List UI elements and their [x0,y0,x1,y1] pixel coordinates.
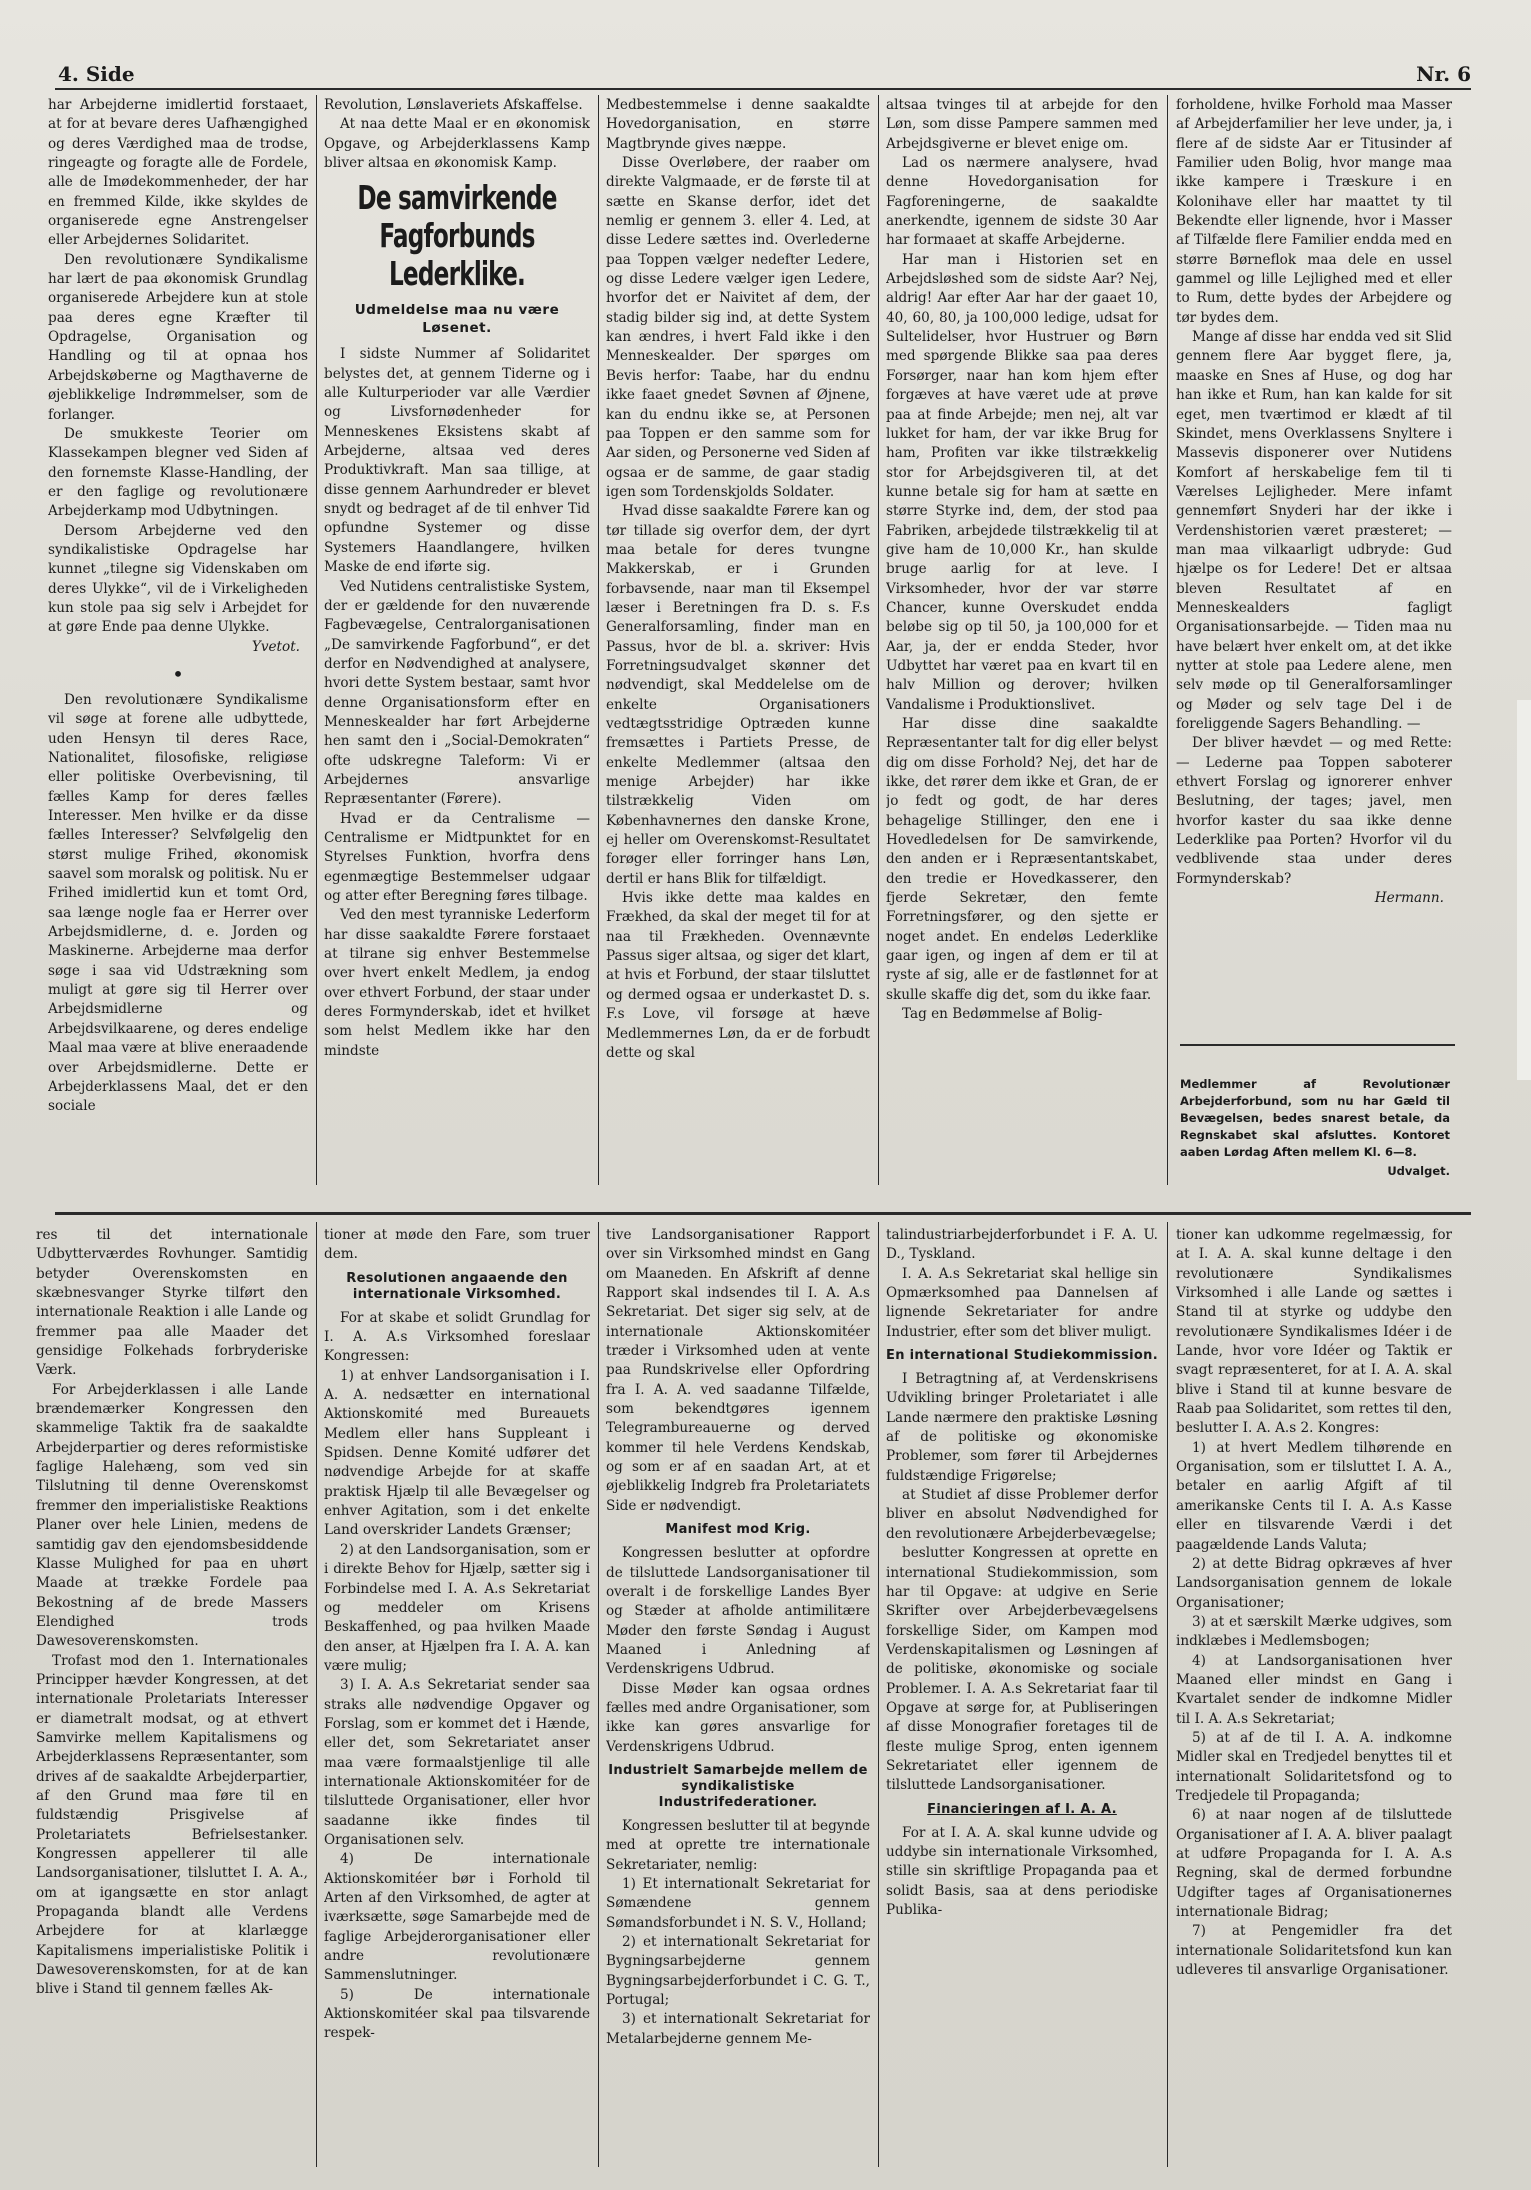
paragraph: Kongressen beslutter til at begynde med at oprette tre internationale Sekretariater, nemlig: [606,1817,870,1873]
section-heading: Industrielt Samarbejde mellem de syndikalistiske Industrifederationer. [608,1762,868,1810]
notice-rule [1180,1044,1455,1046]
column-rule [598,95,599,1185]
column-rule [316,95,317,1185]
paragraph: tioner at møde den Fare, som truer dem. [324,1227,590,1263]
paragraph: Disse Møder kan ogsaa ordnes fælles med andre Organisationer, som ikke kan gøres ansvarlige for Verdenskrigens Udbrud. [606,1680,870,1755]
paragraph: beslutter Kongressen at oprette en international Studiekommission, som har til Opgave: at udgive en Serie Skrifter over Arbejderbevægelsens forskellige Sider, om Kampen mod Verdenskapitalismen og Løsningen af de politiske, økonomiske og sociale Problemer. I. A. A.s Sekretariat faar til Opgave at sørge for, at Publiseringen af disse Monografier foretages til de fleste mulige Sprog, enten igennem Sekretariatet eller igennem de tilsluttede Landsorganisationer. [886,1545,1158,1794]
bottom-column-5 [1176,1226,1452,2176]
section-heading: Resolutionen angaaende den internationale Virksomhed. [346,1270,568,1302]
paragraph: Har disse dine saakaldte Repræsentanter talt for dig eller belyst dig om disse Forhold? Nej, det har de ikke, det rører dem ikke et Gran, de er jo fedt og godt, de har deres behagelige Stillinger, den ene i Hovedledelsen for De samvirkende, den anden er i Repræsentantskabet, den tredie er Hovedkasserer, den fjerde Sekretær, den femte Forretningsfører, og den sjette er noget andet. En endeløs Lederklike gaar igen, og ingen af dem er til at ryste af sig, alle er de fastlønnet for at skulle skaffe dig det, som du ikke faar. [886,716,1158,1003]
paragraph: 5) De internationale Aktionskomitéer skal paa tilsvarende respek- [324,1986,590,2042]
page-edge-paper [1517,700,1531,1080]
top-column-1 [48,96,308,1196]
header-rule [55,88,1471,90]
paragraph: talindustriarbejderforbundet i F. A. U. D., Tyskland. [886,1227,1158,1263]
paragraph: 4) De internationale Aktionskomitéer bør i Forhold til Arten af den Virksomhed, de agter at iværksætte, søge Samarbejde med de faglige Arbejderorganisationer eller andre revolutionære Sammenslutninger. [324,1851,590,1984]
column-rule [1167,1222,1168,2167]
article-headline: De samvirkende Fagforbunds Lederklike. [357,178,557,294]
paragraph: Dersom Arbejderne ved den syndikalistiske Opdragelse har kunnet „tilegne sig Videnskaben om deres Ulykke“, vil de i Virkeligheden kun stole paa sig selv i Arbejdet for at gøre Ende paa denne Ulykke. [48,522,308,636]
bottom-column-3 [606,1226,870,2176]
paragraph: 3) et internationalt Sekretariat for Metalarbejderne gennem Me- [606,2011,870,2047]
paragraph: Hvad er da Centralisme — Centralisme er Midtpunktet for en Styrelses Funktion, hvorfra dens egenmægtige Bestemmelser udgaar og atter efter Beregning føres tilbage. [324,810,590,904]
paragraph: Lad os nærmere analysere, hvad denne Hovedorganisation for Fagforeningerne, de saakaldte anerkendte, igennem de sidste 30 Aar har formaaet at skaffe Arbejderne. [886,155,1158,249]
bottom-column-4 [886,1226,1158,2176]
paragraph: For Arbejderklassen i alle Lande brændemærker Kongressen den skammelige Taktik fra de saakaldte Arbejderpartier og deres reformistiske faglige Halehæng, som ved sin Tilslutning til denne Overenskomst fremmer den imperialistiske Reaktions Planer over hele Linien, medens de samtidig gav den ejendomsbesiddende Klasse Mulighed for paa en uhørt Maade at trække Fordele paa Bekostning af de brede Massers Elendighed trods Dawesoverenskomsten. [36,1381,308,1650]
paragraph: I sidste Nummer af Solidaritet belystes det, at gennem Tiderne og i alle Kulturperioder var alle Værdier og Livsfornødenheder for Menneskenes Eksistens skabt af Arbejderne, altsaa ved deres Produktivkraft. Man saa tillige, at disse gennem Aarhundreder er blevet snydt og bedraget af de til enhver Tid opfundne Systemer og disse Systemers Haandlangere, hvilken Maske de end iførte sig. [324,346,590,576]
paragraph: tioner kan udkomme regelmæssig, for at I. A. A. skal kunne deltage i den revolutionære Syndikalismes Virksomhed i alle Lande og sættes i Stand til at styrke og uddybe den revolutionære Syndikalismes Idéer i de Lande, hvor vore Idéer og Taktik er svagt repræsenteret, for at I. A. A. skal blive i Stand til at kunne besvare de Raab paa Solidaritet, som rettes til den, beslutter I. A. A.s 2. Kongres: [1176,1227,1452,1437]
paragraph: 2) at dette Bidrag opkræves af hver Landsorganisation gennem de lokale Organisationer; [1176,1555,1452,1611]
paragraph: Den revolutionære Syndikalisme har lært de paa økonomisk Grundlag organiserede Arbejdere kun at stole paa deres egne Kræfter til Opdragelse, Organisation og Handling og til at opnaa hos Arbejdskøberne og Magthaverne de øjeblikkelige Indrømmelser, som de forlanger. [48,251,308,423]
paragraph: forholdene, hvilke Forhold maa Masser af Arbejderfamilier her leve under, ja, i flere af de sidste Aar er Titusinder af Familier uden Bolig, hvor mange maa ikke kampere i Træskure i en Kolonihave eller har maattet ty til Bekendte eller lignende, hvor i Masser af Tilfælde flere Familier endda med en større Børneflok maa dele en ussel gammel og lille Lejlighed med et eller to Rum, dette bydes der Arbejdere og tør bydes dem. [1176,97,1452,326]
paragraph: 2) et internationalt Sekretariat for Bygningsarbejderne gennem Bygningsarbejderforbundet i C. G. T., Portugal; [606,1934,870,2009]
paragraph: 2) at den Landsorganisation, som er i direkte Behov for Hjælp, sætter sig i Forbindelse med I. A. A.s Sekretariat og meddeler om Krisens Beskaffenhed, og paa hvilken Maade den anser, at Hjælpen fra I. A. A. kan være mulig; [324,1541,590,1674]
paragraph: Kongressen beslutter at opfordre de tilsluttede Landsorganisationer til overalt i de forskellige Landes Byer og Stæder at afholde antimilitære Møder den første Søndag i August Maaned i Anledning af Verdenskrigens Udbrud. [606,1545,870,1678]
top-column-4 [886,96,1158,1196]
paragraph: 7) at Pengemidler fra det internationale Solidaritetsfond kun kan udleveres til ansvarlige Organisationer. [1176,1923,1452,1979]
paragraph: altsaa tvinges til at arbejde for den Løn, som disse Pampere sammen med Arbejdsgiverne er blevet enige om. [886,97,1158,152]
page-header [58,48,1471,86]
paragraph: Disse Overløbere, der raaber om direkte Valgmaade, er de første til at sætte en Skanse derfor, idet det nemlig er gennem 3. eller 4. Led, at disse Ledere sættes ind. Overlederne paa Toppen vælger nedefter Ledere, og disse Ledere vælger igen Ledere, hvorfor det er Naivitet af dem, der stadig bilder sig ind, at dette System kan ændres, i hvert Fald ikke i den Menneskealder. Der spørges om Bevis herfor: Taabe, har du endnu ikke faaet gnedet Søvnen af Øjnene, kan du endnu ikke se, at Personen paa Toppen er den samme som for Aar siden, og Personerne ved Siden af ogsaa er de samme, de gaar stadig igen som Tordenskjolds Soldater. [606,155,870,500]
paragraph: Ved den mest tyranniske Lederform har disse saakaldte Førere forstaaet at tilrane sig enhver Bestemmelse over hvert enkelt Medlem, ja endog over ethvert Forbund, der staar under deres Formynderskab, idet et hvilket som helst Medlem ikke har den mindste [324,907,590,1059]
paragraph: Revolution, Lønslaveriets Afskaffelse. [324,97,583,113]
section-rule [55,1212,1471,1215]
paragraph: Har man i Historien set en Arbejdsløshed som de sidste Aar? Nej, aldrig! Aar efter Aar har der gaaet 10, 40, 60, 80, ja 100,000 ledige, udsat for Sultelidelser, hvor Hustruer og Børn med spørgende Blikke saa paa deres Forsørger, naar han kom hjem efter forgæves at have været ude at prøve paa at finde Arbejde; men nej, alt var lukket for ham, der var ikke Brug for ham, Profiten var ikke tilstrækkelig stor for Arbejdsgiveren til, at det kunne betale sig for ham at sætte en større Styrke ind, dem, der stod paa Fabriken, arbejdede tilstrækkelig til at give ham de 10,000 Kr., han skulde bruge aarlig for at leve. I Virksomheder, hvor der var større Chancer, kunne Overskudet endda beløbe sig op til 50, ja 100,000 for et Aar, ja, der er endda Steder, hvor Udbyttet har været paa en kvart til en halv Million og derover; hvilken Vandalisme i Produktionslivet. [886,251,1158,713]
column-rule [1167,95,1168,1185]
section-heading: En international Studiekommission. [886,1348,1158,1364]
page-number: 4. Side [58,62,135,86]
article-separator: • [172,661,184,686]
article-subheadline: Udmeldelse maa nu være Løsenet. [354,302,560,337]
column-rule [598,1222,599,2167]
column-rule [878,95,879,1185]
paragraph: For at skabe et solidt Grundlag for I. A. A.s Virksomhed foreslaar Kongressen: [324,1309,590,1365]
paragraph: I. A. A.s Sekretariat skal hellige sin Opmærksomhed paa Dannelsen af lignende Sekretariater for andre Industrier, efter som det bliver muligt. [886,1265,1158,1340]
paragraph: Den revolutionære Syndikalisme vil søge at forene alle udbyttede, uden Hensyn til deres Race, Nationalitet, filosofiske, religiøse eller politiske Overbevisning, til fælles Kamp for deres fælles Interesser. Men hvilke er da disse fælles Interesser? Selvfølgelig den størst mulige Frihed, økonomisk saavel som moralsk og politisk. Nu er Frihed imidlertid kun et tomt Ord, saa længe nogle faa er Herrer over Arbejdsmidlerne, d. e. Jorden og Maskinerne. Arbejderne maa derfor søge i saa vid Udstrækning som muligt at gøre sig til Herrer over Arbejdsmidlerne og Arbejdsvilkaarene, og deres endelige Maal maa være at blive eneraadende over Arbejdsmidlerne. Dette er Arbejderklassens Maal, det er den sociale [48,691,308,1115]
paragraph: Ved Nutidens centralistiske System, der er gældende for den nuværende Fagbevægelse, Centralorganisationen „De samvirkende Fagforbund“, er det derfor en Nødvendighed at analysere, hvori dette System bestaar, samt hvor denne Organisationsform efter en Menneskealder har ført Arbejderne hen samt den i „Social-Demokraten“ ofte udskregne Taleform: Vi er Arbejdernes ansvarlige Repræsentanter (Førere). [324,578,590,808]
section-heading: Manifest mod Krig. [665,1522,811,1538]
paragraph: 5) at af de til I. A. A. indkomne Midler skal en Tredjedel benyttes til et internationalt Solidaritetsfond og to Tredjedele til Propaganda; [1176,1729,1452,1804]
paragraph: 1) at enhver Landsorganisation i I. A. A. nedsætter en international Aktionskomité med Bureauets Medlem eller hans Suppleant i Spidsen. Denne Komité udfører det nødvendige Arbejde for at skaffe praktisk Hjælp til alle Bevægelser og enhver Agitation, som i det enkelte Land overskrider Landets Grænser; [324,1367,590,1539]
paragraph: at Studiet af disse Problemer derfor bliver en absolut Nødvendighed for den revolutionære Arbejderbevægelse; [886,1487,1158,1542]
paragraph: Hvad disse saakaldte Førere kan og tør tillade sig overfor dem, der dyrt maa betale for deres tvungne Makkerskab, er i Grunden forbavsende, naar man til Eksempel læser i Beretningen fra D. s. F.s Generalforsamling, finder man en Passus, hvor de bl. a. skriver: Hvis Forretningsudvalget skønner det nødvendigt, skal Meddelelse om de enkelte Organisationers vedtægtsstridige Optræden kunne fremsættes i Partiets Presse, de enkelte Medlemmer (altsaa den menige Arbejder) har ikke tilstrækkelig Viden om Københavnernes den danske Krone, ej heller om Overenskomst-Resultatet forøger eller forringer hans Løn, dertil er hans Blik for tilfældigt. [606,503,870,887]
paragraph: Mange af disse har endda ved sit Slid gennem flere Aar bygget flere, ja, maaske en Snes af Huse, og dog har han ikke et Rum, han kan kalde for sit eget, men tværtimod er klædt af til Skindet, mens Overklassens Snyltere i Massevis disponerer over Nutidens Komfort af herskabelige fem til ti Værelses Lejligheder. Mere infamt gennemført Snyderi har der ikke i Verdenshistorien været præsteret; — man maa vilkaarligt udbryde: Gud hjælpe os for Ledere! Det er altsaa bleven Resultatet af en Menneskealders fagligt Organisationsarbejde. — Tiden maa nu have belært hver enkelt om, at det ikke nytter at stole paa Ledere alene, men selv møde op til Generalforsamlinger og Møder og selv tage Del i de foreliggende Sagers Behandling. — [1176,329,1452,732]
paragraph: 1) Et internationalt Sekretariat for Sømændene gennem Sømandsforbundet i N. S. V., Holland; [606,1875,870,1931]
paragraph: res til det internationale Udbytterværdes Rovhunger. Samtidig betyder Overenskomsten en skæbnesvanger Styrke tilført den internationale Reaktion i alle Lande og fremmer paa alle Maader det gensidige Folkehads forbryderiske Værk. [36,1227,308,1379]
author-signature: Yvetot. [251,638,300,655]
paragraph: Medbestemmelse i denne saakaldte Hovedorganisation, en større Magtbrynde gives næppe. [606,97,870,152]
paragraph: 3) I. A. A.s Sekretariat sender saa straks alle nødvendige Opgaver og Forslag, som er kommet det i Hænde, eller det, som Sekretariatet anser maa være formaalstjenlige til alle internationale Aktionskomitéer for de tilsluttede Organisationer, eller hvor saadanne ikke findes til Organisationen selv. [324,1677,590,1848]
top-column-3 [606,96,870,1196]
bottom-column-1 [36,1226,308,2176]
members-notice [1180,1076,1450,1180]
notice-text: Medlemmer af Revolutionær Arbejderforbund, som nu har Gæld til Bevægelsen, bedes snarest betale, da Regnskabet skal afsluttes. Kontoret aaben Lørdag Aften mellem Kl. 6—8. [1180,1077,1450,1159]
paragraph: har Arbejderne imidlertid forstaaet, at for at bevare deres Uafhængighed og deres Værdighed maa de trodse, ringeagte og foragte alle de Fordele, alle de Imødekommenheder, der har en fremmed Kilde, ikke skyldes de organiserede egne Anstrengelser eller Arbejdernes Solidaritet. [48,97,308,249]
paragraph: Hvis ikke dette maa kaldes en Frækhed, da skal der meget til for at naa til Frækheden. Ovennævnte Passus siger altsaa, og siger det klart, at hvis et Forbund, der staar tilsluttet og dermed ogsaa er underkastet D. s. F.s Love, vil forsøge at hæve Medlemmernes Løn, da er de forbudt dette og skal [606,890,870,1061]
paragraph: 1) at hvert Medlem tilhørende en Organisation, som er tilsluttet I. A. A., betaler en aarlig Afgift af til amerikanske Cents til I. A. A.s Kasse eller en tilsvarende Værdi i det paagældende Lands Valuta; [1176,1439,1452,1553]
paragraph: 3) at et særskilt Mærke udgives, som indklæbes i Medlemsbogen; [1176,1613,1452,1650]
paragraph: Tag en Bedømmelse af Bolig- [902,1006,1103,1023]
paragraph: I Betragtning af, at Verdenskrisens Udvikling bringer Proletariatet i alle Lande nærmere den praktiske Løsning af de politiske og økonomiske Problemer, som fører til Arbejdernes fuldstændige Frigørelse; [886,1371,1158,1484]
paragraph: tive Landsorganisationer Rapport over sin Virksomhed mindst en Gang om Maaneden. En Afskrift af denne Rapport skal indsendes til I. A. A.s Sekretariat. Det siger sig selv, at de internationale Aktionskomitéer træder i Virksomhed uden at vente paa Rundskrivelse eller Opfordring fra I. A. A. ved saadanne Tilfælde, som bekendtgøres igennem Telegrambureauerne og derved kommer til hele Verdens Kendskab, og som er af en saadan Art, at et øjeblikkelig Indgreb fra Proletariatets Side er nødvendigt. [606,1227,870,1514]
author-signature: Hermann. [1374,890,1444,907]
paragraph: 4) at Landsorganisationen hver Maaned eller mindst en Gang i Kvartalet sender de indkomne Midler til I. A. A.s Sekretariat; [1176,1652,1452,1727]
column-rule [878,1222,879,2167]
paragraph: 6) at naar nogen af de tilsluttede Organisationer af I. A. A. bliver paalagt at udføre Propaganda for I. A. A.s Regning, skal de dermed forbundne Udgifter tages af Organisationernes internationale Bidrag; [1176,1807,1452,1921]
paragraph: Der bliver hævdet — og med Rette: — Lederne paa Toppen saboterer ethvert Forslag og ignorerer enhver Beslutning, der tages; javel, men hvorfor kaster du saa ikke denne Lederklike paa Porten? Hvorfor vil du vedblivende staa under deres Formynderskab? [1176,735,1452,887]
paragraph: For at I. A. A. skal kunne udvide og uddybe sin internationale Virksomhed, stille sin skriftlige Propaganda paa et solidt Basis, saa at dens periodiske Publika- [886,1824,1158,1918]
issue-number: Nr. 6 [1416,62,1471,86]
paragraph: At naa dette Maal er en økonomisk Opgave, og Arbejderklassens Kamp bliver altsaa en økonomisk Kamp. [324,116,590,172]
column-rule [316,1222,317,2167]
paragraph: Trofast mod den 1. Internationales Principper hævder Kongressen, at det internationale Proletariats Interesser er diametralt modsat, og at ethvert Samvirke mellem Kapitalismens og Arbejderklassens Repræsentanter, som drives af de saakaldte Arbejderpartier, af den Grund maa føre til en fuldstændig Prisgivelse af Proletariatets Befrielsestanker. Kongressen appellerer til alle Landsorganisationer, tilsluttet I. A. A., om at igangsætte en stor anlagt Propaganda blandt alle Verdens Arbejdere for at klarlægge Kapitalismens imperialistiske Politik i Dawesoverenskomsten, for at de kan blive i Stand til gennem fælles Ak- [36,1652,308,1998]
paragraph: De smukkeste Teorier om Klassekampen blegner ved Siden af den fornemste Klasse-Handling, der er den faglige og revolutionære Arbejderkamp mod Udbytningen. [48,425,308,520]
bottom-column-2 [324,1226,590,2176]
section-heading: Financieringen af I. A. A. [927,1801,1117,1817]
top-column-2 [324,96,590,1196]
notice-signer: Udvalget. [1387,1164,1450,1178]
top-column-5 [1176,96,1452,1041]
